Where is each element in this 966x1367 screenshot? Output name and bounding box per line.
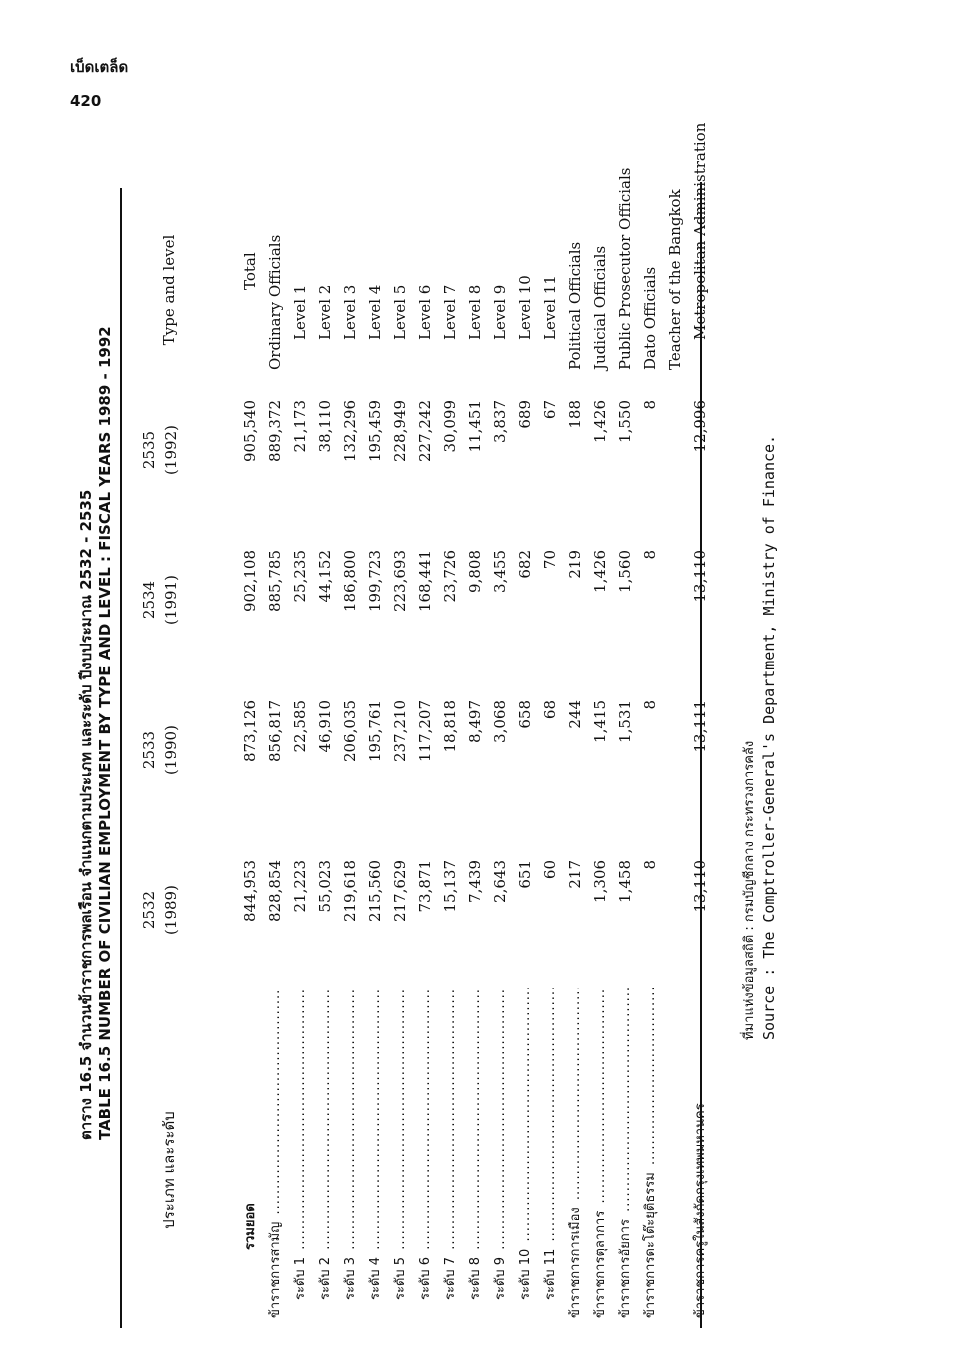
row-label-english: Ordinary Officials: [266, 234, 284, 370]
cell-1992: 227,242: [416, 400, 434, 463]
page-number: 420: [70, 92, 102, 110]
source-thai: ที่มาแห่งข้อมูลสถิติ : กรมบัญชีกลาง กระทรวงการคลัง: [742, 740, 757, 1040]
row-label-thai: ระดับ 1 .....: [288, 988, 313, 1300]
row-label-thai: ข้าราชการดะโต๊ะยุติธรรม .....: [638, 988, 663, 1318]
table-row: [263, 0, 288, 1340]
cell-1989: 1,458: [616, 860, 634, 903]
cell-1989: 55,023: [316, 860, 334, 913]
table-top-rule: [120, 188, 122, 1328]
column-header-1990: [138, 690, 182, 810]
year-en: (1992): [162, 425, 180, 475]
cell-1992: 228,949: [391, 400, 409, 463]
rotated-table: [60, 0, 778, 1340]
cell-1989: 1,306: [591, 860, 609, 903]
table-row: [238, 0, 263, 1340]
row-label-thai: ระดับ 4 .....: [363, 988, 388, 1300]
row-label-thai: ข้าราชการอัยการ .....: [613, 988, 638, 1318]
cell-1989: 828,854: [266, 860, 284, 923]
table-row: [538, 0, 563, 1340]
cell-1992: 188: [566, 400, 584, 429]
column-header-thai: ประเภท และระดับ: [160, 1111, 178, 1229]
row-label-thai: ระดับ 11 .....: [538, 988, 563, 1300]
row-label-english: Metropolitan Administration: [691, 122, 709, 340]
cell-1991: 885,785: [266, 550, 284, 613]
table-title-thai: ตาราง 16.5 จำนวนข้าราชการพลเรือน จำแนกตามประเภท และระดับ ปีงบประมาณ 2532 - 2535: [77, 489, 95, 1140]
row-label-english: Level 6: [416, 284, 434, 340]
row-label-english: Political Officials: [566, 241, 584, 370]
row-label-thai: ระดับ 3 .....: [338, 988, 363, 1300]
cell-1990: 8,497: [466, 700, 484, 743]
row-label-english: Public Prosecutor Officials: [616, 167, 634, 370]
cell-1990: 13,111: [691, 700, 709, 753]
year-en: (1990): [162, 725, 180, 775]
cell-1991: 1,426: [591, 550, 609, 593]
cell-1992: 67: [541, 400, 559, 420]
table-row: [588, 0, 613, 1340]
cell-1991: 168,441: [416, 550, 434, 613]
table-body: [238, 0, 713, 1340]
cell-1990: 206,035: [341, 700, 359, 763]
row-label-english: Total: [241, 252, 259, 290]
table-row: [663, 0, 688, 1340]
cell-1992: 132,296: [341, 400, 359, 463]
table-row: [413, 0, 438, 1340]
cell-1992: 21,173: [291, 400, 309, 453]
cell-1992: 889,372: [266, 400, 284, 463]
row-label-english: Level 2: [316, 284, 334, 340]
cell-1990: 856,817: [266, 700, 284, 763]
cell-1989: 60: [541, 860, 559, 880]
cell-1992: 1,426: [591, 400, 609, 443]
row-label-english: Level 8: [466, 284, 484, 340]
source-english: Source : The Comptroller-General's Department, Ministry of Finance.: [760, 434, 778, 1040]
cell-1991: 1,560: [616, 550, 634, 593]
cell-1989: 21,223: [291, 860, 309, 913]
row-label-thai: ระดับ 7 .....: [438, 988, 463, 1300]
cell-1990: 873,126: [241, 700, 259, 763]
table-row: [288, 0, 313, 1340]
cell-1989: 73,871: [416, 860, 434, 913]
row-label-english: Level 10: [516, 275, 534, 340]
row-label-english: Judicial Officials: [591, 245, 609, 370]
row-label-thai: ข้าราชการการเมือง .....: [563, 988, 588, 1318]
cell-1991: 8: [641, 550, 659, 560]
column-header-1989: [138, 850, 182, 970]
cell-1991: 199,723: [366, 550, 384, 613]
table-row: [313, 0, 338, 1340]
table-row: [638, 0, 663, 1340]
cell-1992: 1,550: [616, 400, 634, 443]
table-row: [363, 0, 388, 1340]
section-title: เบ็ดเตล็ด: [70, 58, 129, 76]
cell-1989: 217: [566, 860, 584, 889]
row-label-thai: ระดับ 9 .....: [488, 988, 513, 1300]
row-label-thai: ระดับ 2 .....: [313, 988, 338, 1300]
cell-1990: 117,207: [416, 700, 434, 763]
cell-1989: 219,618: [341, 860, 359, 923]
table-row: [438, 0, 463, 1340]
cell-1991: 219: [566, 550, 584, 579]
cell-1991: 682: [516, 550, 534, 579]
cell-1990: 237,210: [391, 700, 409, 763]
table-row: [513, 0, 538, 1340]
cell-1990: 195,761: [366, 700, 384, 763]
table-row: [613, 0, 638, 1340]
row-label-thai: ระดับ 5 .....: [388, 988, 413, 1300]
table-title-english: TABLE 16.5 NUMBER OF CIVILIAN EMPLOYMENT BY TYPE AND LEVEL : FISCAL YEARS 1989 - 1992: [96, 326, 114, 1140]
row-label-english: Level 5: [391, 284, 409, 340]
cell-1990: 68: [541, 700, 559, 720]
row-label-english: Level 4: [366, 284, 384, 340]
cell-1991: 223,693: [391, 550, 409, 613]
row-label-english: Level 3: [341, 284, 359, 340]
row-label-english: Level 7: [441, 284, 459, 340]
cell-1992: 8: [641, 400, 659, 410]
cell-1989: 7,439: [466, 860, 484, 903]
cell-1991: 13,110: [691, 550, 709, 603]
row-label-thai: ระดับ 10 .....: [513, 988, 538, 1300]
cell-1989: 13,110: [691, 860, 709, 913]
cell-1992: 689: [516, 400, 534, 429]
row-label-thai: ข้าราชการครูในสังกัดกรุงเทพมหานคร: [693, 1103, 708, 1318]
row-label-english: Dato Officials: [641, 266, 659, 370]
cell-1991: 9,808: [466, 550, 484, 593]
table-row: [563, 0, 588, 1340]
table-row: [463, 0, 488, 1340]
cell-1990: 1,531: [616, 700, 634, 743]
cell-1992: 905,540: [241, 400, 259, 463]
row-label-english: Level 1: [291, 284, 309, 340]
cell-1989: 215,560: [366, 860, 384, 923]
cell-1989: 2,643: [491, 860, 509, 903]
year-th: 2534: [140, 580, 158, 620]
cell-1991: 25,235: [291, 550, 309, 603]
table-bottom-rule: [700, 182, 702, 1328]
column-header-1992: [138, 390, 182, 510]
cell-1990: 46,910: [316, 700, 334, 753]
cell-1989: 8: [641, 860, 659, 870]
row-label-thai: รวมยอด: [243, 1203, 258, 1250]
year-th: 2535: [140, 430, 158, 470]
table-row: [388, 0, 413, 1340]
cell-1989: 651: [516, 860, 534, 889]
cell-1991: 70: [541, 550, 559, 570]
row-label-thai: ระดับ 6 .....: [413, 988, 438, 1300]
row-label-english: Level 11: [541, 275, 559, 340]
cell-1992: 11,451: [466, 400, 484, 453]
column-header-type: Type and level: [160, 234, 178, 346]
cell-1990: 8: [641, 700, 659, 710]
cell-1991: 186,800: [341, 550, 359, 613]
table-row: [488, 0, 513, 1340]
row-label-english: Teacher of the Bangkok: [666, 189, 684, 370]
cell-1992: 12,996: [691, 400, 709, 453]
row-label-thai: ระดับ 8 .....: [463, 988, 488, 1300]
cell-1989: 15,137: [441, 860, 459, 913]
cell-1990: 658: [516, 700, 534, 729]
cell-1991: 23,726: [441, 550, 459, 603]
year-en: (1989): [162, 885, 180, 935]
row-label-english: Level 9: [491, 284, 509, 340]
year-th: 2533: [140, 730, 158, 770]
cell-1989: 844,953: [241, 860, 259, 923]
cell-1991: 3,455: [491, 550, 509, 593]
cell-1992: 30,099: [441, 400, 459, 453]
table-row: [338, 0, 363, 1340]
cell-1990: 244: [566, 700, 584, 729]
cell-1992: 38,110: [316, 400, 334, 453]
cell-1992: 3,837: [491, 400, 509, 443]
cell-1989: 217,629: [391, 860, 409, 923]
cell-1992: 195,459: [366, 400, 384, 463]
cell-1990: 18,818: [441, 700, 459, 753]
row-label-thai: ข้าราชการตุลาการ .....: [588, 988, 613, 1318]
year-th: 2532: [140, 890, 158, 930]
cell-1991: 902,108: [241, 550, 259, 613]
cell-1991: 44,152: [316, 550, 334, 603]
cell-1990: 22,585: [291, 700, 309, 753]
column-header-1991: [138, 540, 182, 660]
row-label-thai: ข้าราชการสามัญ .....: [263, 988, 288, 1318]
cell-1990: 3,068: [491, 700, 509, 743]
year-en: (1991): [162, 575, 180, 625]
cell-1990: 1,415: [591, 700, 609, 743]
